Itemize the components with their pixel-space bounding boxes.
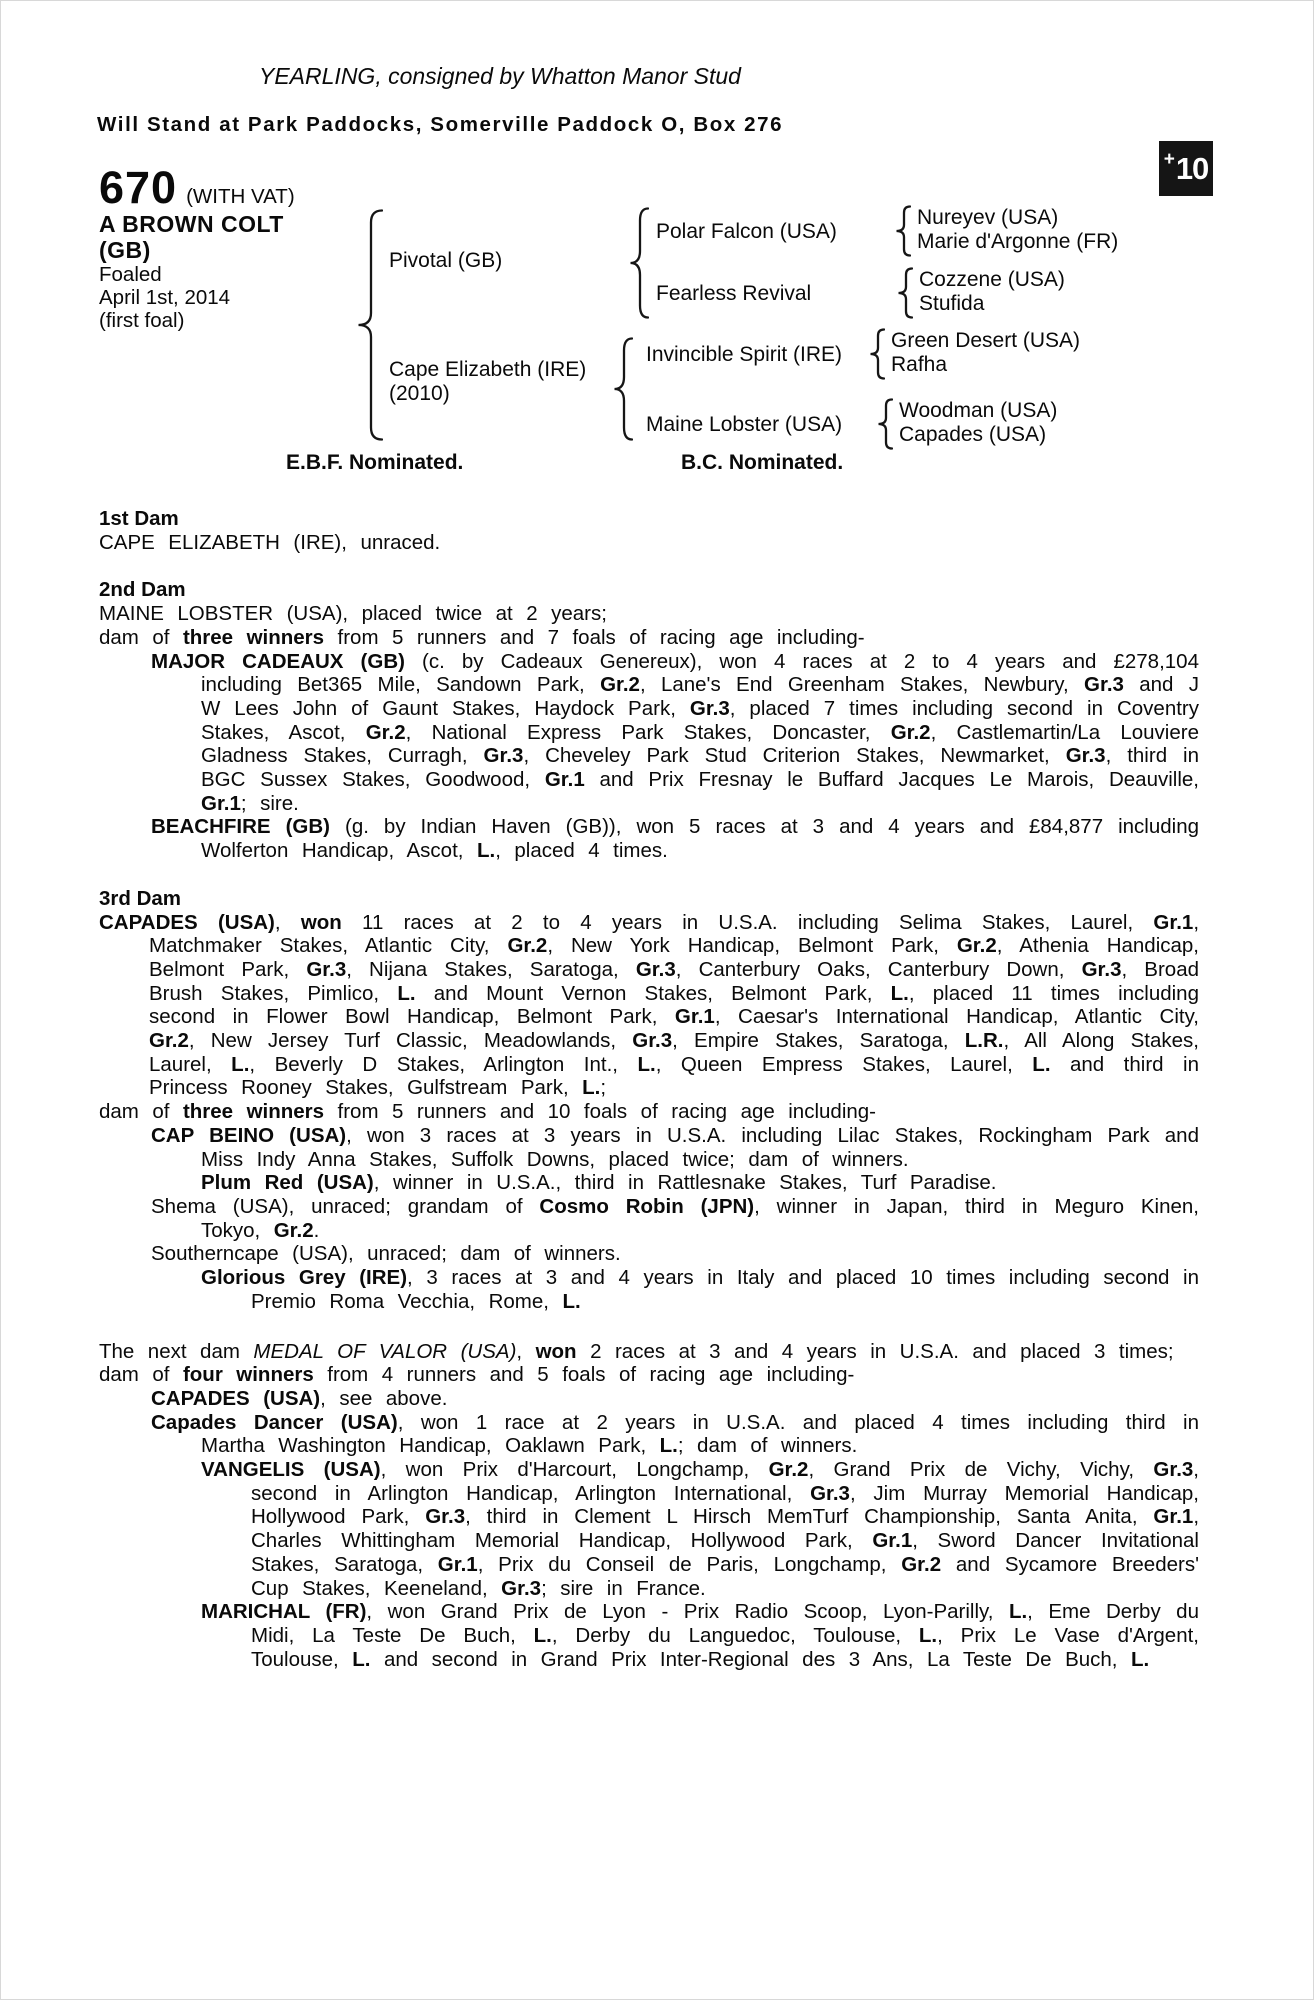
pedigree-brace-sire-dam (897, 267, 913, 324)
pedigree-paragraph: MAJOR CADEAUX (GB) (c. by Cadeaux Genereux), won 4 races at 2 to 4 years and £278,104 including Bet365 Mile, Sandown Park, Gr.2, Lane's End Greenham Stakes, Newbury, Gr.3 and J W Lees John of Gaunt Stakes, Haydock Park, Gr.3, placed 7 times including second in Coventry Stakes, Ascot, Gr.2, National Express Park Stakes, Doncaster, Gr.2, Castlemartin/La Louviere Gladness Stakes, Curragh, Gr.3, Cheveley Park Stud Criterion Stakes, Newmarket, Gr.3, third in BGC Sussex Stakes, Goodwood, Gr.1 and Prix Fresnay le Buffard Jacques Le Marois, Deauville, Gr.1; sire. (151, 649, 1199, 815)
foal-note: (first foal) (99, 309, 185, 332)
pedigree-paragraph: CAPE ELIZABETH (IRE), unraced. (99, 530, 441, 554)
pedigree-paragraph: dam of four winners from 4 runners and 5 foals of racing age including- (99, 1363, 855, 1387)
pedigree-sire-dam-sire: Cozzene (USA) (919, 268, 1065, 291)
section-heading: 2nd Dam (99, 578, 186, 602)
pedigree-paragraph: CAPADES (USA), won 11 races at 2 to 4 years in U.S.A. including Selima Stakes, Laurel, Gr.1, Matchmaker Stakes, Atlantic City, Gr.2, New York Handicap, Belmont Park, Gr.2, Athenia Handicap, Belmont Park, Gr.3, Nijana Stakes, Saratoga, Gr.3, Canterbury Oaks, Canterbury Down, Gr.3, Broad Brush Stakes, Pimlico, L. and Mount Vernon Stakes, Belmont Park, L., placed 11 times including second in Flower Bowl Handicap, Belmont Park, Gr.1, Caesar's International Handicap, Atlantic City, Gr.2, New Jersey Turf Classic, Meadowlands, Gr.3, Empire Stakes, Saratoga, L.R., All Along Stakes, Laurel, L., Beverly D Stakes, Arlington Int., L., Queen Empress Stakes, Laurel, L. and third in Princess Rooney Stakes, Gulfstream Park, L.; (99, 910, 1200, 1100)
pedigree-paragraph: CAP BEINO (USA), won 3 races at 3 years in U.S.A. including Lilac Stakes, Rockingham Park and Miss Indy Anna Stakes, Suffolk Downs, placed twice; dam of winners. (151, 1123, 1199, 1171)
pedigree-dam-sire-dam: Rafha (891, 353, 948, 376)
pedigree-paragraph: The next dam MEDAL OF VALOR (USA), won 2 races at 3 and 4 years in U.S.A. and placed 3 times; (99, 1339, 1174, 1363)
lot-colour-line: A BROWN COLT (99, 211, 284, 237)
foaled-label: Foaled (99, 263, 162, 286)
pedigree-sire-sire-dam: Marie d'Argonne (FR) (917, 230, 1119, 253)
catalogue-text (99, 507, 1199, 1671)
ebf-nomination: E.B.F. Nominated. (286, 451, 464, 474)
pedigree-sire-sire-sire: Nureyev (USA) (917, 206, 1059, 229)
pedigree-paragraph: Capades Dancer (USA), won 1 race at 2 years in U.S.A. and placed 4 times including third in Martha Washington Handicap, Oaklawn Park, L.; dam of winners. (151, 1410, 1199, 1458)
foaled-date: April 1st, 2014 (99, 286, 231, 309)
pedigree-brace-dam-sire (869, 328, 885, 385)
pedigree-brace-dam (613, 337, 633, 446)
stand-location-line: Will Stand at Park Paddocks, Somerville Paddock O, Box 276 (97, 113, 784, 136)
pedigree-brace-dam-dam (877, 398, 893, 455)
pedigree-sire: Pivotal (GB) (389, 249, 503, 272)
pedigree-dam-dam-dam: Capades (USA) (899, 423, 1047, 446)
pedigree-paragraph: Southerncape (USA), unraced; dam of winners. (151, 1242, 621, 1266)
pedigree-paragraph: VANGELIS (USA), won Prix d'Harcourt, Longchamp, Gr.2, Grand Prix de Vichy, Vichy, Gr.3, second in Arlington Handicap, Arlington International, Gr.3, Jim Murray Memorial Handicap, Hollywood Park, Gr.3, third in Clement L Hirsch MemTurf Championship, Santa Anita, Gr.1, Charles Whittingham Memorial Handicap, Hollywood Park, Gr.1, Sword Dancer Invitational Stakes, Saratoga, Gr.1, Prix du Conseil de Paris, Longchamp, Gr.2 and Sycamore Breeders' Cup Stakes, Keeneland, Gr.3; sire in France. (201, 1458, 1200, 1600)
badge-number: 10 (1175, 150, 1209, 186)
pedigree-paragraph: Plum Red (USA), winner in U.S.A., third in Rattlesnake Stakes, Turf Paradise. (201, 1171, 997, 1195)
pedigree-dam-sire-sire: Green Desert (USA) (891, 329, 1081, 352)
pedigree-paragraph: dam of three winners from 5 runners and 10 foals of racing age including- (99, 1100, 876, 1124)
bc-nomination: B.C. Nominated. (681, 451, 844, 474)
pedigree-sire-dam-dam: Stufida (919, 292, 985, 315)
pedigree-paragraph: Glorious Grey (IRE), 3 races at 3 and 4 years in Italy and placed 10 times including second in Premio Roma Vecchia, Rome, L. (201, 1266, 1199, 1313)
pedigree-dam-dam-sire: Woodman (USA) (899, 399, 1058, 422)
lot-country-line: (GB) (99, 237, 151, 263)
pedigree-brace-sire-sire (895, 205, 911, 262)
pedigree-sire-dam: Fearless Revival (656, 282, 812, 305)
pedigree-dam-dam: Maine Lobster (USA) (646, 413, 843, 436)
pedigree-brace-gen1 (357, 209, 383, 446)
lot-number-row (99, 162, 359, 213)
pedigree-paragraph: Shema (USA), unraced; grandam of Cosmo Robin (JPN), winner in Japan, third in Meguro Kinen, Tokyo, Gr.2. (151, 1194, 1199, 1242)
pedigree-dam-sire: Invincible Spirit (IRE) (646, 343, 843, 366)
consignment-title: YEARLING, consigned by Whatton Manor Stud (259, 63, 741, 89)
plus-icon: + (1163, 148, 1175, 170)
catalogue-page-badge (1159, 141, 1213, 196)
pedigree-paragraph: MAINE LOBSTER (USA), placed twice at 2 years; (99, 602, 607, 626)
lot-number: 670 (99, 162, 178, 213)
pedigree-paragraph: MARICHAL (FR), won Grand Prix de Lyon - Prix Radio Scoop, Lyon-Parilly, L., Eme Derby du Midi, La Teste De Buch, L., Derby du Languedoc, Toulouse, L., Prix Le Vase d'Argent, Toulouse, L. and second in Grand Prix Inter-Regional des 3 Ans, La Teste De Buch, L. (201, 1600, 1199, 1671)
pedigree-dam-year: (2010) (389, 382, 450, 405)
lot-info (99, 162, 359, 332)
section-heading: 3rd Dam (99, 886, 182, 910)
pedigree-brace-sire (629, 207, 649, 324)
vat-note: (WITH VAT) (186, 185, 295, 208)
pedigree-paragraph: BEACHFIRE (GB) (g. by Indian Haven (GB)), won 5 races at 3 and 4 years and £84,877 including Wolferton Handicap, Ascot, L., placed 4 times. (151, 815, 1200, 863)
pedigree-dam: Cape Elizabeth (IRE) (389, 358, 587, 381)
section-heading: 1st Dam (99, 507, 179, 530)
pedigree-sire-sire: Polar Falcon (USA) (656, 220, 837, 243)
pedigree-paragraph: CAPADES (USA), see above. (151, 1386, 448, 1410)
pedigree-paragraph: dam of three winners from 5 runners and 7 foals of racing age including- (99, 625, 865, 649)
